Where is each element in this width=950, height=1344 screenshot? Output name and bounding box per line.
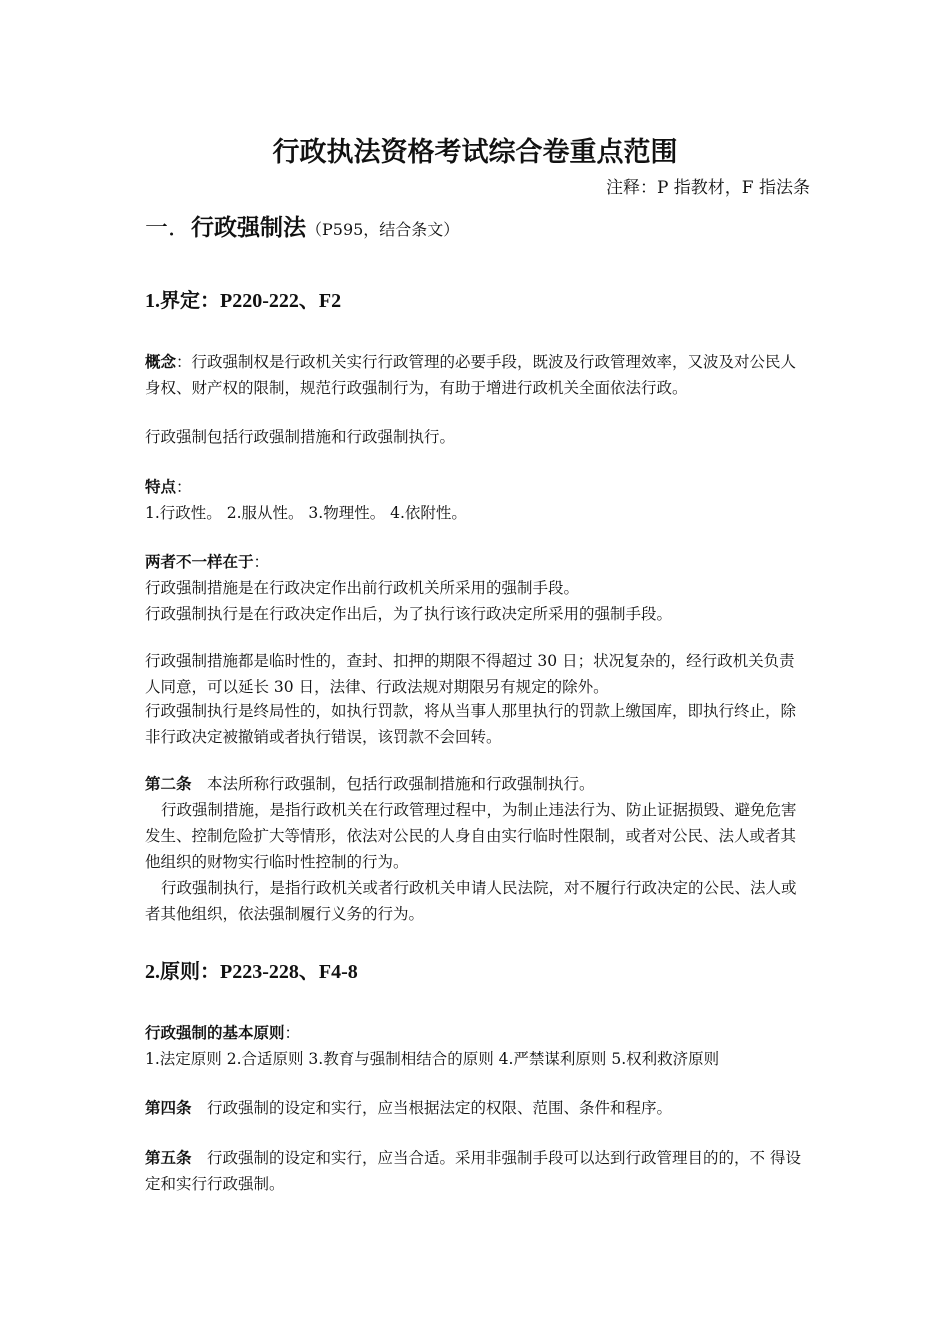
difference-paragraph (145, 549, 810, 627)
features-text: 1.行政性。 2.服从性。 3.物理性。 4.依附性。 (145, 504, 467, 522)
features-label: 特点 (145, 477, 177, 496)
concept-label: 概念 (145, 352, 177, 371)
concept-text: ：行政强制权是行政机关实行行政管理的必要手段，既波及行政管理效率，又波及对公民人身权、财产权的限制，规范行政强制行为，有助于增进行政机关全面依法行政。 (145, 353, 797, 397)
article-2-paragraph-3: 行政强制执行，是指行政机关或者行政机关申请人民法院，对不履行行政决定的公民、法人或者其他组织，依法强制履行义务的行为。 (145, 879, 797, 923)
article-2-paragraph-2: 行政强制措施，是指行政机关在行政管理过程中，为制止违法行为、防止证据损毁、避免危害发生、控制危险扩大等情形，依法对公民的人身自由实行临时性限制，或者对公民、法人或者其他组织的财物实行临时性控制的行为。 (145, 801, 797, 871)
section-reference: （P595，结合条文） (306, 220, 460, 239)
difference-colon: ： (253, 553, 270, 571)
difference-label: 两者不一样在于 (145, 552, 254, 571)
article-5-text: 行政强制的设定和实行，应当合适。采用非强制手段可以达到行政管理目的的，不 得设定和实行行政强制。 (145, 1149, 801, 1193)
principles-label: 行政强制的基本原则 (145, 1023, 285, 1042)
include-paragraph: 行政强制包括行政强制措施和行政强制执行。 (145, 428, 456, 446)
section-heading (145, 212, 810, 246)
article-2 (145, 771, 810, 927)
principles-paragraph (145, 1020, 810, 1072)
article-2-text: 本法所称行政强制，包括行政强制措施和行政强制执行。 (191, 775, 595, 793)
features-paragraph (145, 474, 810, 526)
article-4-text: 行政强制的设定和实行，应当根据法定的权限、范围、条件和程序。 (191, 1099, 673, 1117)
subheading-definition: 1.界定：P220-222、F2 (145, 290, 342, 312)
article-5-label: 第五条 (145, 1148, 192, 1167)
article-5 (145, 1145, 810, 1197)
difference-line-2: 行政强制执行是在行政决定作出后，为了执行该行政决定所采用的强制手段。 (145, 605, 673, 623)
article-4-label: 第四条 (145, 1098, 192, 1117)
difference-line-1: 行政强制措施是在行政决定作出前行政机关所采用的强制手段。 (145, 579, 580, 597)
document-title: 行政执法资格考试综合卷重点范围 (272, 137, 678, 168)
annotation-note: 注释：P 指教材，F 指法条 (605, 178, 810, 198)
concept-paragraph (145, 349, 810, 401)
final-paragraph: 行政强制执行是终局性的，如执行罚款，将从当事人那里执行的罚款上缴国库，即执行终止，除非行政决定被撤销或者执行错误，该罚款不会回转。 (145, 702, 797, 746)
article-2-label: 第二条 (145, 774, 192, 793)
section-name: 行政强制法 (191, 214, 306, 241)
principles-colon: ： (284, 1024, 301, 1042)
subheading-principles: 2.原则：P223-228、F4-8 (145, 961, 358, 983)
article-4 (145, 1095, 810, 1121)
temporary-paragraph: 行政强制措施都是临时性的，查封、扣押的期限不得超过 30 日；状况复杂的，经行政机关负责人同意，可以延长 30 日，法律、行政法规对期限另有规定的除外。 (145, 652, 795, 696)
principles-text: 1.法定原则 2.合适原则 3.教育与强制相结合的原则 4.严禁谋利原则 5.权利救济原则 (145, 1050, 720, 1068)
section-number: 一． (145, 215, 191, 241)
features-colon: ： (176, 478, 192, 496)
